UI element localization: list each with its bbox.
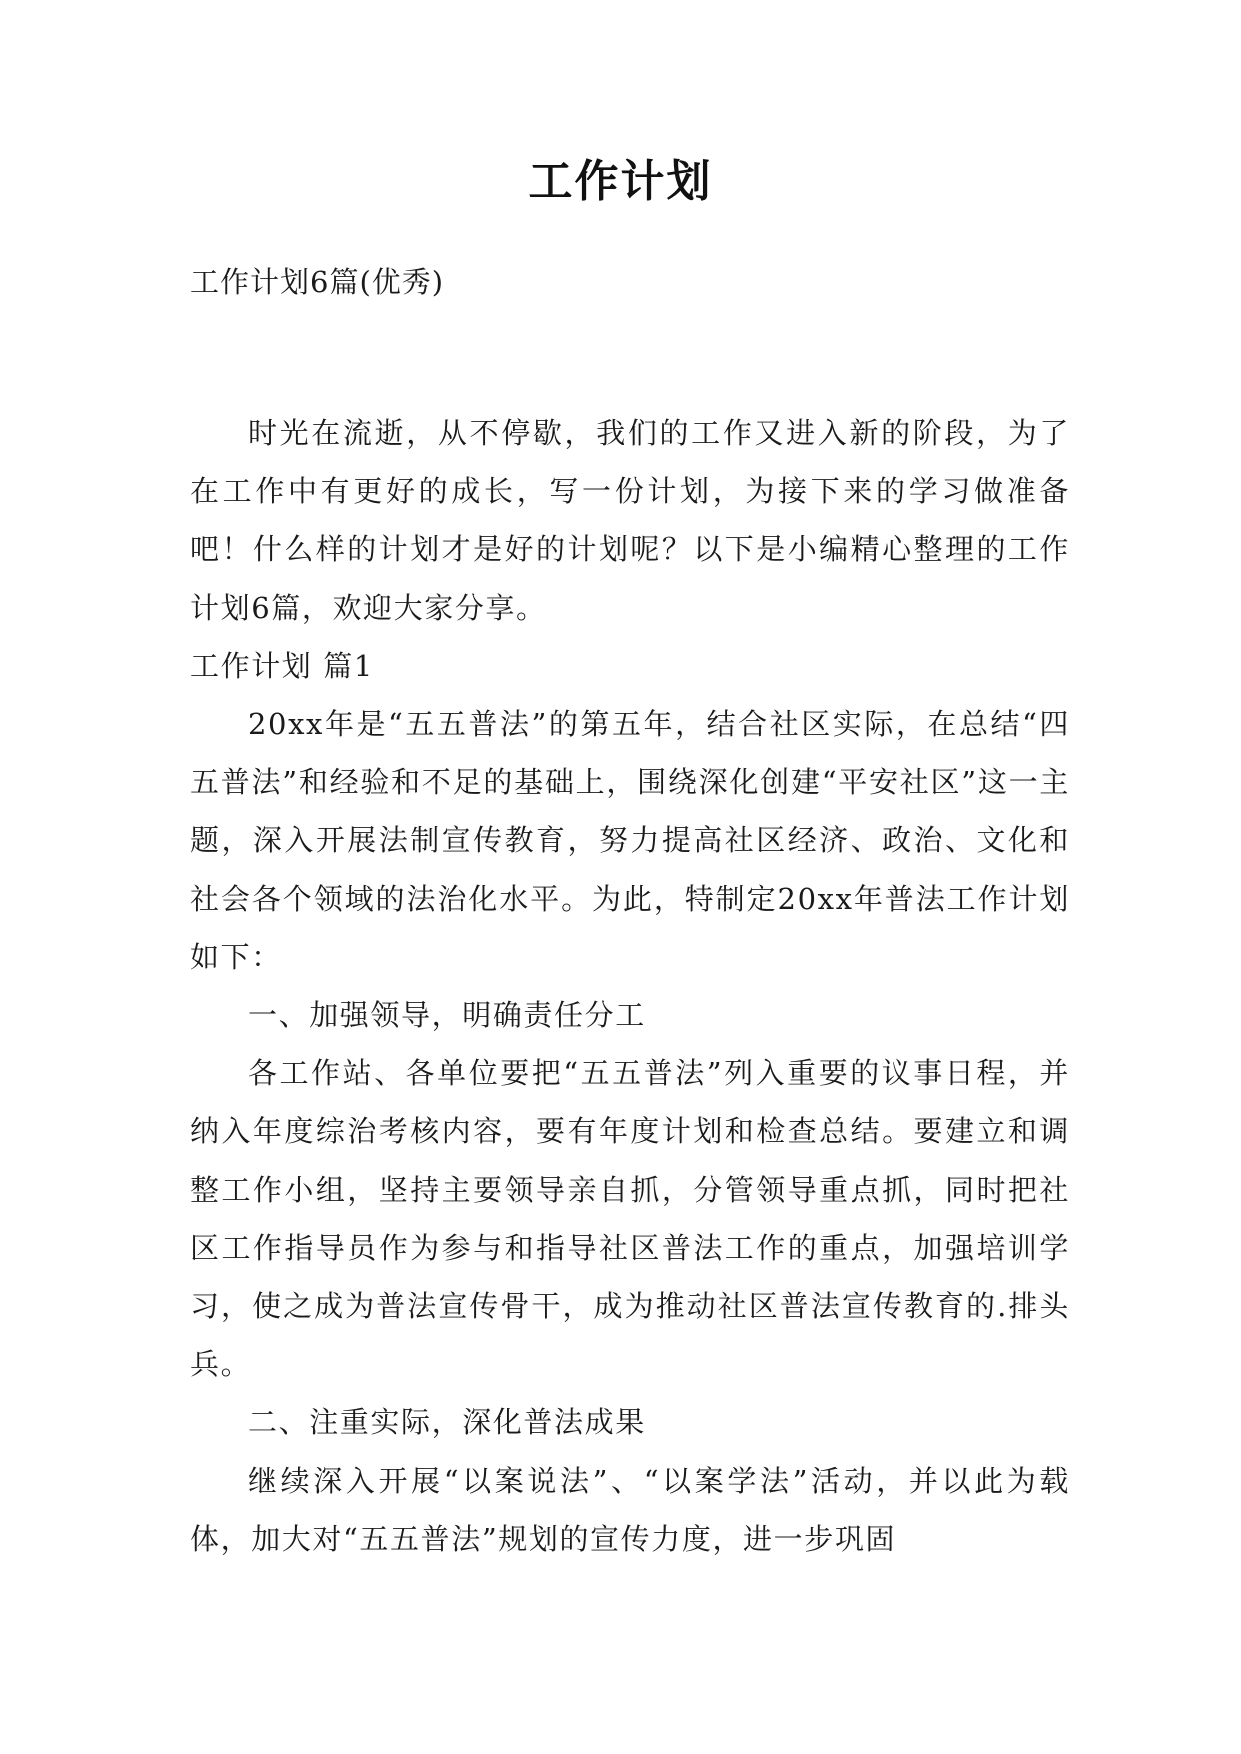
subheading-1: 一、加强领导，明确责任分工 xyxy=(248,998,646,1033)
subheading-2: 二、注重实际，深化普法成果 xyxy=(248,1405,646,1440)
body-paragraph: 继续深入开展“以案说法”、“以案学法”活动，并以此为载体，加大对“五五普法”规划的宣传力度，进一步巩固 xyxy=(190,1463,1070,1556)
document-subtitle: 工作计划6篇(优秀) xyxy=(190,265,445,299)
intro-paragraph: 时光在流逝，从不停歇，我们的工作又进入新的阶段，为了在工作中有更好的成长，写一份计划，为接下来的学习做准备吧！什么样的计划才是好的计划呢？以下是小编精心整理的工作计划6篇，欢迎大家分享。 xyxy=(190,416,1070,625)
document-body xyxy=(190,404,1070,1568)
section-heading-1: 工作计划 篇1 xyxy=(190,648,374,683)
body-paragraph: 各工作站、各单位要把“五五普法”列入重要的议事日程，并纳入年度综治考核内容，要有年度计划和检查总结。要建立和调整工作小组，坚持主要领导亲自抓，分管领导重点抓，同时把社区工作指导员作为参与和指导社区普法工作的重点，加强培训学习，使之成为普法宣传骨干，成为推动社区普法宣传教育的.排头兵。 xyxy=(190,1056,1070,1382)
document-title: 工作计划 xyxy=(528,156,713,207)
body-paragraph: 20xx年是“五五普法”的第五年，结合社区实际，在总结“四五普法”和经验和不足的基础上，围绕深化创建“平安社区”这一主题，深入开展法制宣传教育，努力提高社区经济、政治、文化和社会各个领域的法治化水平。为此，特制定20xx年普法工作计划如下： xyxy=(190,707,1070,974)
